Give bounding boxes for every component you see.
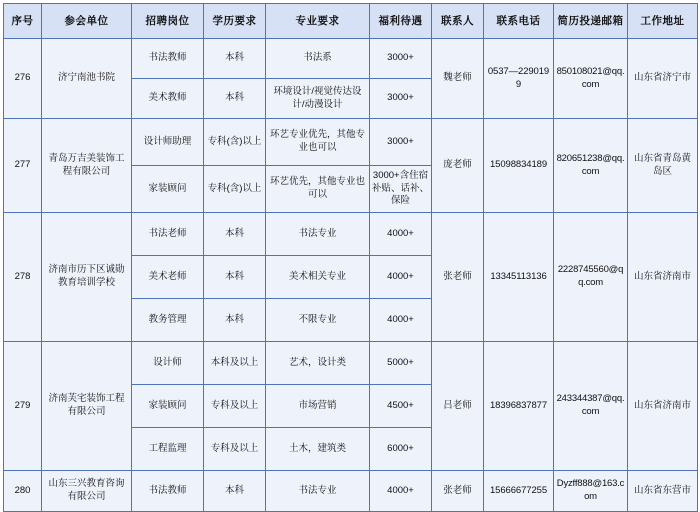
- cell-major: 土木，建筑类: [266, 428, 370, 471]
- cell-company: 济宁南池书院: [42, 39, 132, 119]
- cell-email: 2228745560@qq.com: [554, 213, 628, 342]
- column-header-location: 工作地址: [628, 4, 698, 39]
- cell-post: 教务管理: [132, 299, 204, 342]
- cell-email: 243344387@qq.com: [554, 342, 628, 471]
- cell-phone: 15666677255: [484, 471, 554, 512]
- column-header-salary: 福利待遇: [370, 4, 432, 39]
- cell-major: 书法专业: [266, 471, 370, 512]
- table-row: [4, 119, 698, 166]
- cell-phone: 13345113136: [484, 213, 554, 342]
- cell-education: 本科: [204, 79, 266, 119]
- cell-index: 277: [4, 119, 42, 213]
- cell-education: 本科: [204, 213, 266, 256]
- cell-contact: 庞老师: [432, 119, 484, 213]
- recruitment-table: [3, 3, 698, 512]
- cell-post: 设计师: [132, 342, 204, 385]
- cell-contact: 张老师: [432, 213, 484, 342]
- cell-phone: 18396837877: [484, 342, 554, 471]
- cell-major: 美术相关专业: [266, 256, 370, 299]
- cell-salary: 4000+: [370, 299, 432, 342]
- recruitment-table-sheet: [0, 3, 700, 502]
- cell-email: Dyzff888@163.com: [554, 471, 628, 512]
- cell-education: 本科: [204, 471, 266, 512]
- cell-salary: 4000+: [370, 471, 432, 512]
- cell-location: 山东省济南市: [628, 213, 698, 342]
- column-header-index: 序号: [4, 4, 42, 39]
- column-header-contact: 联系人: [432, 4, 484, 39]
- cell-major: 市场营销: [266, 385, 370, 428]
- cell-contact: 吕老师: [432, 342, 484, 471]
- cell-education: 专科及以上: [204, 385, 266, 428]
- cell-post: 家装顾问: [132, 385, 204, 428]
- cell-salary: 3000+: [370, 39, 432, 79]
- cell-education: 专科(含)以上: [204, 166, 266, 213]
- cell-education: 专科(含)以上: [204, 119, 266, 166]
- cell-major: 不限专业: [266, 299, 370, 342]
- cell-company: 济南芙宅装饰工程有限公司: [42, 342, 132, 471]
- cell-salary: 6000+: [370, 428, 432, 471]
- cell-salary: 4500+: [370, 385, 432, 428]
- cell-major: 环艺专业优先，其他专业也可以: [266, 119, 370, 166]
- column-header-phone: 联系电话: [484, 4, 554, 39]
- cell-email: 820651238@qq.com: [554, 119, 628, 213]
- cell-post: 书法教师: [132, 39, 204, 79]
- cell-location: 山东省青岛黄岛区: [628, 119, 698, 213]
- cell-contact: 张老师: [432, 471, 484, 512]
- cell-major: 环境设计/视觉传达设计/动漫设计: [266, 79, 370, 119]
- header-row: [4, 4, 698, 39]
- cell-company: 济南市历下区诚勋教育培训学校: [42, 213, 132, 342]
- cell-post: 书法教师: [132, 471, 204, 512]
- cell-major: 艺术，设计类: [266, 342, 370, 385]
- column-header-post: 招聘岗位: [132, 4, 204, 39]
- cell-phone: 0537—2290199: [484, 39, 554, 119]
- column-header-email: 简历投递邮箱: [554, 4, 628, 39]
- table-row: [4, 342, 698, 385]
- cell-salary: 4000+: [370, 256, 432, 299]
- cell-location: 山东省济宁市: [628, 39, 698, 119]
- cell-post: 书法老师: [132, 213, 204, 256]
- cell-education: 本科: [204, 39, 266, 79]
- cell-post: 设计师助理: [132, 119, 204, 166]
- table-row: [4, 213, 698, 256]
- cell-index: 280: [4, 471, 42, 512]
- cell-salary: 3000+: [370, 79, 432, 119]
- cell-contact: 魏老师: [432, 39, 484, 119]
- cell-salary: 4000+: [370, 213, 432, 256]
- cell-post: 美术老师: [132, 256, 204, 299]
- cell-salary: 3000+含住宿补贴、话补、保险: [370, 166, 432, 213]
- cell-email: 850108021@qq.com: [554, 39, 628, 119]
- cell-education: 本科: [204, 256, 266, 299]
- cell-education: 本科及以上: [204, 342, 266, 385]
- column-header-education: 学历要求: [204, 4, 266, 39]
- cell-company: 青岛万吉美装饰工程有限公司: [42, 119, 132, 213]
- column-header-major: 专业要求: [266, 4, 370, 39]
- cell-index: 279: [4, 342, 42, 471]
- table-row: [4, 39, 698, 79]
- cell-index: 276: [4, 39, 42, 119]
- cell-location: 山东省东营市: [628, 471, 698, 512]
- table-row: [4, 471, 698, 512]
- cell-index: 278: [4, 213, 42, 342]
- cell-post: 工程监理: [132, 428, 204, 471]
- cell-major: 书法系: [266, 39, 370, 79]
- cell-company: 山东三兴教育咨询有限公司: [42, 471, 132, 512]
- cell-salary: 5000+: [370, 342, 432, 385]
- table-header: [4, 4, 698, 39]
- cell-post: 美术教师: [132, 79, 204, 119]
- column-header-company: 参会单位: [42, 4, 132, 39]
- cell-post: 家装顾问: [132, 166, 204, 213]
- cell-education: 本科: [204, 299, 266, 342]
- cell-major: 环艺优先，其他专业也可以: [266, 166, 370, 213]
- cell-location: 山东省济南市: [628, 342, 698, 471]
- cell-phone: 15098834189: [484, 119, 554, 213]
- cell-salary: 3000+: [370, 119, 432, 166]
- cell-major: 书法专业: [266, 213, 370, 256]
- table-body: [4, 39, 698, 512]
- cell-education: 专科及以上: [204, 428, 266, 471]
